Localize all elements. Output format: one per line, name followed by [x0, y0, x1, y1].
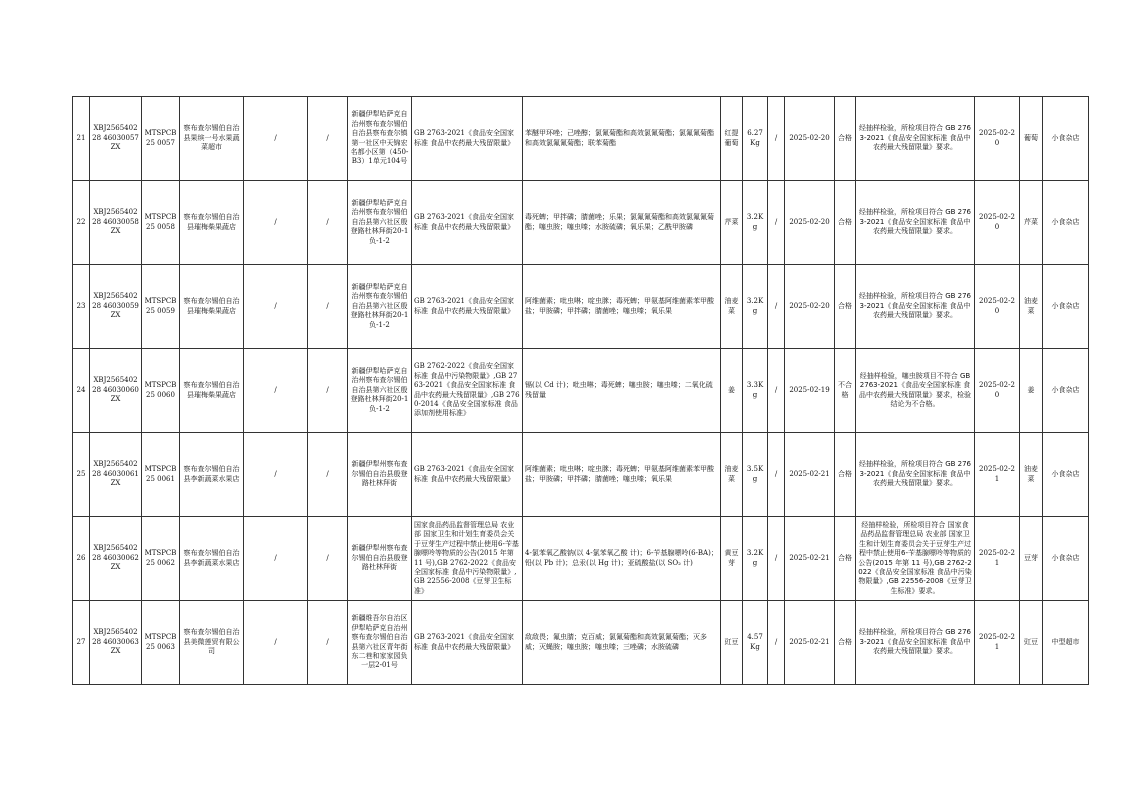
specification: /: [768, 349, 785, 433]
specification: /: [768, 601, 785, 685]
outlet-type: 小食杂店: [1043, 265, 1089, 349]
inspection-results-table: [72, 96, 1089, 685]
outlet-type: 小食杂店: [1043, 181, 1089, 265]
outlet-type: 小食杂店: [1043, 433, 1089, 517]
manufacturer-name: /: [244, 433, 308, 517]
sample-quantity: 3.5Kg: [743, 433, 768, 517]
sample-quantity: 3.2Kg: [743, 517, 768, 601]
sampling-date: 2025-02-20: [785, 181, 835, 265]
sample-name: 油麦菜: [721, 433, 743, 517]
sample-name: 红提葡萄: [721, 97, 743, 181]
standard-basis: GB 2763-2021《食品安全国家标准 食品中农药最大残留限量》: [412, 181, 523, 265]
outlet-type: 小食杂店: [1043, 517, 1089, 601]
sampled-unit-name: 察布查尔锡伯自治县璀梅柴果蔬店: [180, 349, 244, 433]
standard-basis: GB 2762-2022《食品安全国家标准 食品中污染物限量》,GB 2763-2021《食品安全国家标准 食品中农药最大残留限量》,GB 2760-2014《食品安全国家标准 食品添加剂使用标准》: [412, 349, 523, 433]
inspection-conclusion: 经抽样检验，所检项目符合 GB 2763-2021《食品安全国家标准 食品中农药最大残留限量》要求。: [856, 181, 975, 265]
outlet-type: 小食杂店: [1043, 97, 1089, 181]
specification: /: [768, 97, 785, 181]
manufacturer-name: /: [244, 601, 308, 685]
sampled-unit-name: 察布查尔锡伯自治县璀梅柴果蔬店: [180, 181, 244, 265]
inspection-items: 阿维菌素；吡虫啉；啶虫脒；毒死蜱；甲氨基阿维菌素苯甲酸盐；甲胺磷；甲拌磷；腈菌唑；噻虫嗪；氧乐果: [523, 433, 721, 517]
inspection-conclusion: 经抽样检验，所检项目符合 GB 2763-2021《食品安全国家标准 食品中农药最大残留限量》要求。: [856, 265, 975, 349]
inspection-items: 阿维菌素；吡虫啉；啶虫脒；毒死蜱；甲氨基阿维菌素苯甲酸盐；甲胺磷；甲拌磷；腈菌唑；噻虫嗪；氧乐果: [523, 265, 721, 349]
specification: /: [768, 517, 785, 601]
food-category: 芹菜: [1020, 181, 1043, 265]
task-number: MTSPCB25 0060: [142, 349, 180, 433]
outlet-type: 小食杂店: [1043, 349, 1089, 433]
inspection-items: 毒死蜱；甲拌磷；腈菌唑；乐果；氯氟氰菊酯和高效氯氟氰菊酯；噻虫胺；噻虫嗪；水胺硫磷；氧乐果；乙酰甲胺磷: [523, 181, 721, 265]
report-date: 2025-02-21: [975, 601, 1020, 685]
table-row: [73, 265, 1089, 349]
food-category: 豆芽: [1020, 517, 1043, 601]
table-row: [73, 181, 1089, 265]
sample-quantity: 3.2Kg: [743, 181, 768, 265]
sampled-unit-name: 察布查尔锡伯自治县李新蔬菜水果店: [180, 517, 244, 601]
manufacturer-address: /: [308, 349, 348, 433]
inspection-items: 苯醚甲环唑；己唑醇；氯氰菊酯和高效氯氰菊酯；氯氟氰菊酯和高效氯氟氰菊酯；联苯菊酯: [523, 97, 721, 181]
food-category: 油麦菜: [1020, 265, 1043, 349]
sampled-unit-address: 新疆伊犁哈萨克自治州察布查尔锡伯自治县第六社区殷登路杜林拜街20-1负-1-2: [348, 349, 412, 433]
inspection-result: 合格: [835, 601, 856, 685]
manufacturer-name: /: [244, 349, 308, 433]
task-number: MTSPCB25 0058: [142, 181, 180, 265]
sampled-unit-address: 新疆伊犁哈萨克自治州察布查尔锡伯自治县察布查尔镇第一社区中天锦宏名都小区第（450-B3）1单元104号: [348, 97, 412, 181]
task-number: MTSPCB25 0062: [142, 517, 180, 601]
sampled-unit-address: 新疆伊犁州察布查尔锡伯自治县殷登路杜林拜街: [348, 433, 412, 517]
sampling-date: 2025-02-20: [785, 265, 835, 349]
sample-name: 油麦菜: [721, 265, 743, 349]
report-date: 2025-02-20: [975, 97, 1020, 181]
sample-name: 芹菜: [721, 181, 743, 265]
standard-basis: GB 2763-2021《食品安全国家标准 食品中农药最大残留限量》: [412, 265, 523, 349]
inspection-result: 合格: [835, 265, 856, 349]
sampled-unit-address: 新疆维吾尔自治区伊犁哈萨克自治州察布查尔锡伯自治县第六社区青年街东二巷和家家园负一层2-01号: [348, 601, 412, 685]
inspection-results-table-container: [72, 96, 1089, 685]
sample-number: XBJ256540228 46030062ZX: [90, 517, 142, 601]
manufacturer-address: /: [308, 265, 348, 349]
manufacturer-address: /: [308, 601, 348, 685]
row-number: 21: [73, 97, 90, 181]
table-row: [73, 517, 1089, 601]
manufacturer-address: /: [308, 181, 348, 265]
standard-basis: 国家食品药品监督管理总局 农业部 国家卫生和计划生育委员会关于豆芽生产过程中禁止使用6-苄基腺嘌呤等物质的公告(2015 年第 11 号),GB 2762-2022《食品安全国家标准 食品中污染物限量》,GB 22556-2008《豆芽卫生标准》: [412, 517, 523, 601]
sampling-date: 2025-02-19: [785, 349, 835, 433]
manufacturer-name: /: [244, 265, 308, 349]
manufacturer-name: /: [244, 181, 308, 265]
inspection-conclusion: 经抽样检验，所检项目符合 GB 2763-2021《食品安全国家标准 食品中农药最大残留限量》要求。: [856, 97, 975, 181]
inspection-conclusion: 经抽样检验，所检项目符合 GB 2763-2021《食品安全国家标准 食品中农药最大残留限量》要求。: [856, 433, 975, 517]
inspection-items: 敌敌畏；氟虫腈；克百威；氯氰菊酯和高效氯氰菊酯；灭多威；灭蝇胺；噻虫胺；噻虫嗪；三唑磷；水胺硫磷: [523, 601, 721, 685]
specification: /: [768, 181, 785, 265]
sampled-unit-name: 察布查尔锡伯自治县璀梅柴果蔬店: [180, 265, 244, 349]
task-number: MTSPCB25 0061: [142, 433, 180, 517]
manufacturer-address: /: [308, 517, 348, 601]
sample-number: XBJ256540228 46030063ZX: [90, 601, 142, 685]
manufacturer-address: /: [308, 97, 348, 181]
food-category: 葡萄: [1020, 97, 1043, 181]
report-date: 2025-02-20: [975, 349, 1020, 433]
sampled-unit-address: 新疆伊犁哈萨克自治州察布查尔锡伯自治县第六社区殷登路杜林拜街20-1负-1-2: [348, 181, 412, 265]
row-number: 25: [73, 433, 90, 517]
inspection-conclusion: 经抽样检验，所检项目符合 GB 2763-2021《食品安全国家标准 食品中农药最大残留限量》要求。: [856, 601, 975, 685]
task-number: MTSPCB25 0057: [142, 97, 180, 181]
food-category: 豇豆: [1020, 601, 1043, 685]
row-number: 26: [73, 517, 90, 601]
inspection-result: 不合格: [835, 349, 856, 433]
sample-quantity: 6.27Kg: [743, 97, 768, 181]
inspection-result: 合格: [835, 97, 856, 181]
sampled-unit-address: 新疆伊犁哈萨克自治州察布查尔锡伯自治县第六社区殷登路杜林拜街20-1负-1-2: [348, 265, 412, 349]
specification: /: [768, 265, 785, 349]
sample-quantity: 4.57Kg: [743, 601, 768, 685]
inspection-conclusion: 经抽样检验，所检项目符合 国家食品药品监督管理总局 农业部 国家卫生和计划生育委员会关于豆芽生产过程中禁止使用6-苄基腺嘌呤等物质的公告(2015 年第 11 号),GB 2762-2022《食品安全国家标准 食品中污染物限量》,GB 22556-2008《豆芽卫生标准》要求。: [856, 517, 975, 601]
sampling-date: 2025-02-21: [785, 601, 835, 685]
manufacturer-address: /: [308, 433, 348, 517]
food-category: 油麦菜: [1020, 433, 1043, 517]
row-number: 27: [73, 601, 90, 685]
sample-name: 黄豆芽: [721, 517, 743, 601]
inspection-items: 4-氯苯氧乙酸钠(以 4-氯苯氧乙酸 计)；6-苄基腺嘌呤(6-BA)；铅(以 Pb 计)；总汞(以 Hg 计)；亚硫酸盐(以 SO₂ 计): [523, 517, 721, 601]
sample-number: XBJ256540228 46030059ZX: [90, 265, 142, 349]
sampling-date: 2025-02-21: [785, 433, 835, 517]
inspection-result: 合格: [835, 433, 856, 517]
manufacturer-name: /: [244, 517, 308, 601]
report-date: 2025-02-21: [975, 433, 1020, 517]
task-number: MTSPCB25 0059: [142, 265, 180, 349]
sample-number: XBJ256540228 46030057ZX: [90, 97, 142, 181]
manufacturer-name: /: [244, 97, 308, 181]
row-number: 24: [73, 349, 90, 433]
sampled-unit-address: 新疆伊犁州察布查尔锡伯自治县殷登路杜林拜街: [348, 517, 412, 601]
sample-number: XBJ256540228 46030058ZX: [90, 181, 142, 265]
food-category: 姜: [1020, 349, 1043, 433]
sampled-unit-name: 察布查尔锡伯自治县美微莲贸有限公司: [180, 601, 244, 685]
sampling-date: 2025-02-21: [785, 517, 835, 601]
inspection-result: 合格: [835, 517, 856, 601]
sample-number: XBJ256540228 46030060ZX: [90, 349, 142, 433]
table-row: [73, 601, 1089, 685]
table-body: [73, 97, 1089, 685]
table-row: [73, 349, 1089, 433]
inspection-result: 合格: [835, 181, 856, 265]
sampling-date: 2025-02-20: [785, 97, 835, 181]
sample-quantity: 3.3Kg: [743, 349, 768, 433]
report-date: 2025-02-20: [975, 181, 1020, 265]
sample-name: 姜: [721, 349, 743, 433]
row-number: 23: [73, 265, 90, 349]
standard-basis: GB 2763-2021《食品安全国家标准 食品中农药最大残留限量》: [412, 601, 523, 685]
sample-number: XBJ256540228 46030061ZX: [90, 433, 142, 517]
table-row: [73, 433, 1089, 517]
inspection-items: 镉(以 Cd 计)；吡虫啉；毒死蜱；噻虫胺；噻虫嗪；二氧化硫残留量: [523, 349, 721, 433]
task-number: MTSPCB25 0063: [142, 601, 180, 685]
outlet-type: 中型超市: [1043, 601, 1089, 685]
sampled-unit-name: 察布查尔锡伯自治县果缤一号水果蔬菜超市: [180, 97, 244, 181]
report-date: 2025-02-20: [975, 265, 1020, 349]
standard-basis: GB 2763-2021《食品安全国家标准 食品中农药最大残留限量》: [412, 433, 523, 517]
sample-name: 豇豆: [721, 601, 743, 685]
row-number: 22: [73, 181, 90, 265]
report-date: 2025-02-21: [975, 517, 1020, 601]
sampled-unit-name: 察布查尔锡伯自治县李新蔬菜水果店: [180, 433, 244, 517]
specification: /: [768, 433, 785, 517]
sample-quantity: 3.2Kg: [743, 265, 768, 349]
inspection-conclusion: 经抽样检验，噻虫胺项目不符合 GB 2763-2021《食品安全国家标准 食品中农药最大残留限量》要求，检验结论为不合格。: [856, 349, 975, 433]
standard-basis: GB 2763-2021《食品安全国家标准 食品中农药最大残留限量》: [412, 97, 523, 181]
table-row: [73, 97, 1089, 181]
